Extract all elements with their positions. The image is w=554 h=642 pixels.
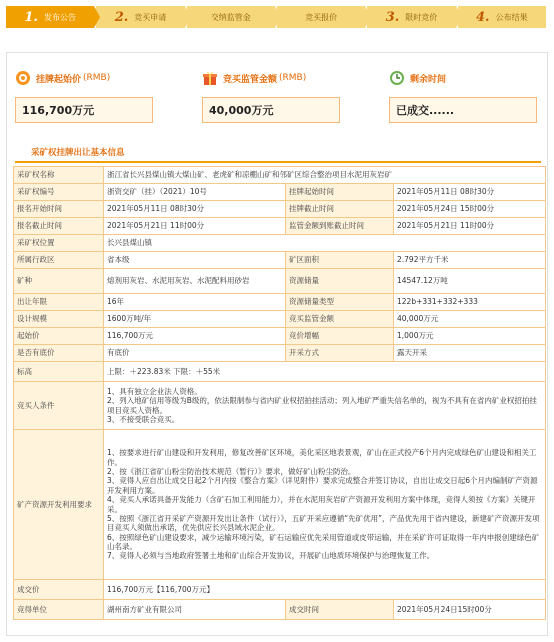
table-row xyxy=(14,218,546,235)
field-value: 116,700万元【116,700万元】 xyxy=(104,580,546,600)
table-row xyxy=(14,184,546,201)
field-label: 成交价 xyxy=(14,580,104,600)
table-row xyxy=(14,580,546,600)
field-label: 竞得单位 xyxy=(14,600,104,620)
step-label: 公布结果 xyxy=(495,12,528,22)
field-value: 2.792平方千米 xyxy=(394,252,546,269)
field-label: 资源储量类型 xyxy=(286,294,394,311)
field-label: 竞买人条件 xyxy=(14,382,104,430)
step-label: 限时竞价 xyxy=(405,12,438,22)
field-value xyxy=(104,382,546,430)
step-number: 2. xyxy=(114,9,129,25)
deposit-stat xyxy=(202,67,385,137)
remaining-value: 已成交...... xyxy=(389,97,537,123)
field-value: 熔剂用灰岩、水泥用灰岩、水泥配料用砂岩 xyxy=(104,269,286,294)
table-row xyxy=(14,382,546,430)
field-value: 浙江省长兴县煤山镇大煤山矿、老虎矿和凉棚山矿和邻矿区综合整治项目水泥用灰岩矿 xyxy=(104,167,546,184)
field-label: 采矿权名称 xyxy=(14,167,104,184)
field-value: 116,700万元 xyxy=(104,328,286,345)
field-value: 省本级 xyxy=(104,252,286,269)
step-publish xyxy=(6,6,94,28)
table-row xyxy=(14,600,546,620)
field-label: 矿种 xyxy=(14,269,104,294)
field-value: 122b+331+332+333 xyxy=(394,294,546,311)
field-value xyxy=(104,430,546,580)
deposit-title: 竞买监管金额 xyxy=(223,74,278,85)
step-label: 竞买报价 xyxy=(305,12,338,22)
field-label: 矿区面积 xyxy=(286,252,394,269)
field-label: 矿产资源开发利用要求 xyxy=(14,430,104,580)
field-value: 1,000万元 xyxy=(394,328,546,345)
field-value: 2021年05月11日 08时30分 xyxy=(394,184,546,201)
step-number: 3. xyxy=(385,9,400,25)
field-value: 1600万吨/年 xyxy=(104,311,286,328)
requirement-line: 4、竞买人承诺具备开发能力（含矿石加工利用能力），并在水泥用灰岩矿产资源开发利用方案中体现，竞得人须按《方案》关键开采。 xyxy=(107,495,536,514)
field-label: 成交时间 xyxy=(286,600,394,620)
field-value: 40,000万元 xyxy=(394,311,546,328)
field-value: 14547.12万吨 xyxy=(394,269,546,294)
section-header xyxy=(15,143,541,163)
deposit-value: 40,000万元 xyxy=(202,97,340,123)
start-price-title: 挂牌起始价 xyxy=(36,74,82,85)
field-label: 资源储量 xyxy=(286,269,394,294)
step-number: 4. xyxy=(476,9,490,25)
key-figures xyxy=(15,67,541,137)
table-row xyxy=(14,362,546,382)
section-title: 采矿权挂牌出让基本信息 xyxy=(31,148,125,158)
field-label: 挂牌起始时间 xyxy=(286,184,394,201)
field-label: 所属行政区 xyxy=(14,252,104,269)
field-value: 湖州南方矿业有限公司 xyxy=(104,600,286,620)
field-value: 2021年05月24日15时00分 xyxy=(394,600,546,620)
field-label: 起始价 xyxy=(14,328,104,345)
start-price-stat xyxy=(15,67,198,137)
step-result xyxy=(458,6,546,28)
field-label: 竞买监管金额 xyxy=(286,311,394,328)
table-row xyxy=(14,167,546,184)
field-label: 采矿权位置 xyxy=(14,235,104,252)
step-timed-bidding xyxy=(367,6,455,28)
field-label: 报名截止时间 xyxy=(14,218,104,235)
condition-line: 3、不接受联合竞买。 xyxy=(107,414,180,424)
field-label: 是否有底价 xyxy=(14,345,104,362)
condition-line: 2、列入地矿信用等级为B级的，依法限制参与省内矿业权招拍挂活动；列入地矿严重失信名单的，视为不具有在省内矿业权招拍挂项目竞买人资格。 xyxy=(107,396,537,415)
remaining-title: 剩余时间 xyxy=(410,74,447,85)
requirement-line: 3、竞得人应自出让成交日起2个月内按《整合方案》（详见附件）要求完成整合并签订协议，自出让成交日起6个月内编制矿产资源开发利用方案。 xyxy=(107,476,538,495)
condition-line: 1、具有独立企业法人资格。 xyxy=(107,386,202,396)
field-value: 长兴县煤山镇 xyxy=(104,235,546,252)
field-label: 监管金额到账截止时间 xyxy=(286,218,394,235)
field-label: 开采方式 xyxy=(286,345,394,362)
field-label: 报名开始时间 xyxy=(14,201,104,218)
requirement-line: 5、按照《浙江省开采矿产资源开发出让条件（试行）》，五矿开采应遵循“先矿优用”，产品优先用于省内建设，新建矿产资源开发项目竞买人须做出承诺，优先供应长兴县域水泥企业。 xyxy=(107,513,540,533)
table-row xyxy=(14,252,546,269)
field-value: 2021年05月24日 15时00分 xyxy=(394,201,546,218)
gift-icon xyxy=(202,70,218,86)
field-label: 标高 xyxy=(14,362,104,382)
table-row xyxy=(14,311,546,328)
table-row xyxy=(14,269,546,294)
step-label: 竞买申请 xyxy=(134,12,167,22)
listing-panel xyxy=(6,52,548,636)
table-row xyxy=(14,201,546,218)
table-row xyxy=(14,345,546,362)
step-number: 1. xyxy=(24,9,38,25)
start-price-unit: (RMB) xyxy=(83,73,111,83)
step-bid xyxy=(277,6,365,28)
requirement-line: 7、竞得人必须与当地政府签署土地和矿山综合开发协议，开展矿山地质环境保护与治理恢复工作。 xyxy=(107,551,435,561)
requirement-line: 6、按照绿色矿山建设要求，减少运输环境污染，矿石运输应优先采用管道或皮带运输，并在采矿许可证取得一年内申报创建绿色矿山名录。 xyxy=(107,532,540,551)
field-value: 2021年05月21日 11时00分 xyxy=(394,218,546,235)
step-deposit xyxy=(187,6,275,28)
deposit-unit: (RMB) xyxy=(279,73,307,83)
remaining-time-stat xyxy=(389,67,537,137)
field-value: 16年 xyxy=(104,294,286,311)
requirement-line: 1、按要求进行矿山建设和开发利用，修复改善矿区环境，美化采区地表景观，矿山在正式投产6个月内完成绿色矿山建设和相关工作。 xyxy=(107,448,537,467)
field-value: 2021年05月11日 08时30分 xyxy=(104,201,286,218)
table-row xyxy=(14,430,546,580)
start-price-value: 116,700万元 xyxy=(15,97,153,123)
field-value: 有底价 xyxy=(104,345,286,362)
field-label: 竞价增幅 xyxy=(286,328,394,345)
field-label: 设计规模 xyxy=(14,311,104,328)
requirement-line: 2、按《浙江省矿山粉尘防治技术规范（暂行）》要求，做好矿山粉尘防治。 xyxy=(107,467,356,476)
field-label: 出让年限 xyxy=(14,294,104,311)
price-tag-icon xyxy=(15,70,31,86)
table-row xyxy=(14,294,546,311)
field-label: 挂牌截止时间 xyxy=(286,201,394,218)
table-row xyxy=(14,235,546,252)
field-label: 采矿权编号 xyxy=(14,184,104,201)
step-label: 交纳监管金 xyxy=(210,12,251,22)
step-label: 发布公告 xyxy=(43,12,76,22)
step-apply xyxy=(96,6,184,28)
clock-icon xyxy=(389,70,405,86)
progress-steps xyxy=(6,6,548,28)
field-value: 浙资交矿（挂）（2021）10号 xyxy=(104,184,286,201)
field-value: 2021年05月21日 11时00分 xyxy=(104,218,286,235)
field-value: 上限：＋223.83米 下限：＋55米 xyxy=(104,362,546,382)
listing-info-table xyxy=(13,166,546,620)
table-row xyxy=(14,328,546,345)
field-value: 露天开采 xyxy=(394,345,546,362)
